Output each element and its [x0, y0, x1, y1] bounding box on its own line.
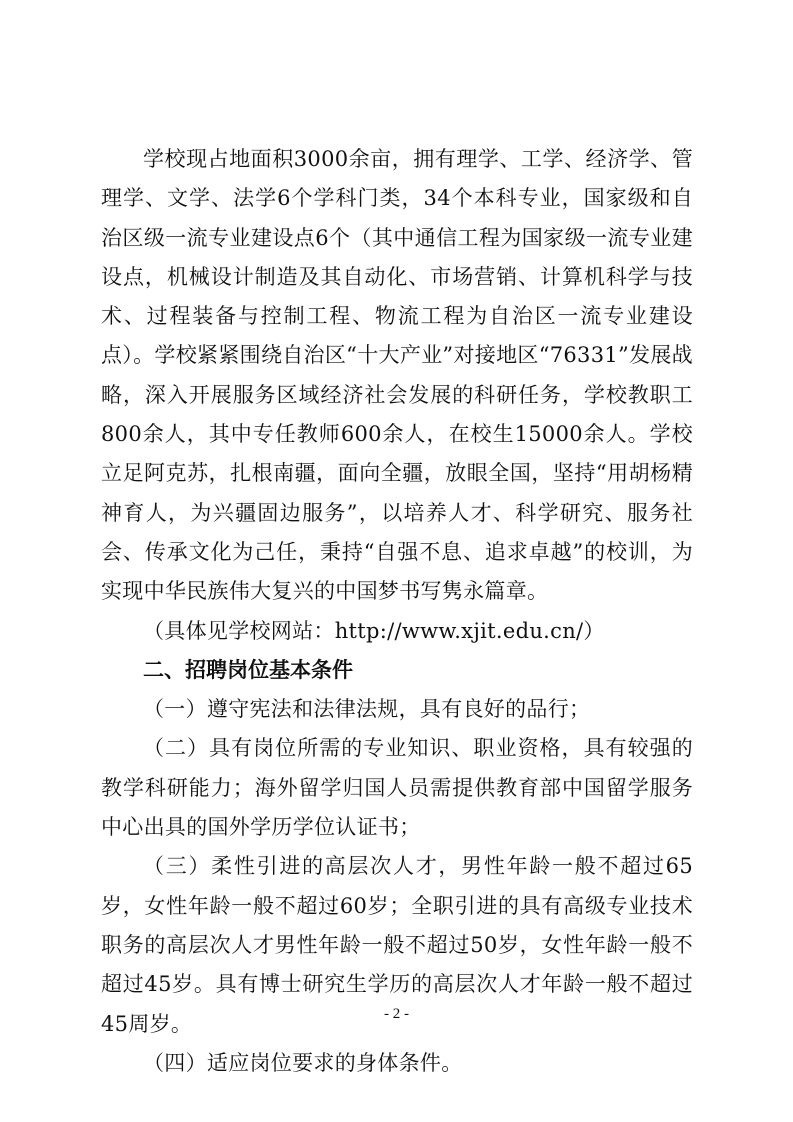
page-number: - 2 -: [384, 1006, 409, 1022]
document-body: [101, 140, 693, 1083]
section-heading: 二、招聘岗位基本条件: [143, 657, 353, 682]
condition-item-3: （三）柔性引进的高层次人才，男性年龄一般不超过65岁，女性年龄一般不超过60岁；全职引进的具有高级专业技术职务的高层次人才男性年龄一般不超过50岁，女性年龄一般不超过45岁。具有博士研究生学历的高层次人才年龄一般不超过45周岁。: [101, 854, 693, 1036]
website-reference: （具体见学校网站：http://www.xjit.edu.cn/）: [143, 618, 605, 643]
condition-item-2: （二）具有岗位所需的专业知识、职业资格，具有较强的教学科研能力；海外留学归国人员需提供教育部中国留学服务中心出具的国外学历学位认证书；: [101, 736, 693, 840]
school-intro-paragraph: 学校现占地面积3000余亩，拥有理学、工学、经济学、管理学、文学、法学6个学科门类，34个本科专业，国家级和自治区级一流专业建设点6个（其中通信工程为国家级一流专业建设点，机械设计制造及其自动化、市场营销、计算机科学与技术、过程装备与控制工程、物流工程为自治区一流专业建设点）。学校紧紧围绕自治区“十大产业”对接地区“76331”发展战略，深入开展服务区域经济社会发展的科研任务，学校教职工800余人，其中专任教师600余人，在校生15000余人。学校立足阿克苏，扎根南疆，面向全疆，放眼全国，坚持“用胡杨精神育人，为兴疆固边服务”，以培养人才、科学研究、服务社会、传承文化为己任，秉持“自强不息、追求卓越”的校训，为实现中华民族伟大复兴的中国梦书写隽永篇章。: [101, 147, 693, 604]
condition-item-4: （四）适应岗位要求的身体条件。: [143, 1050, 463, 1075]
condition-item-1: （一）遵守宪法和法律法规，具有良好的品行；: [143, 697, 591, 722]
